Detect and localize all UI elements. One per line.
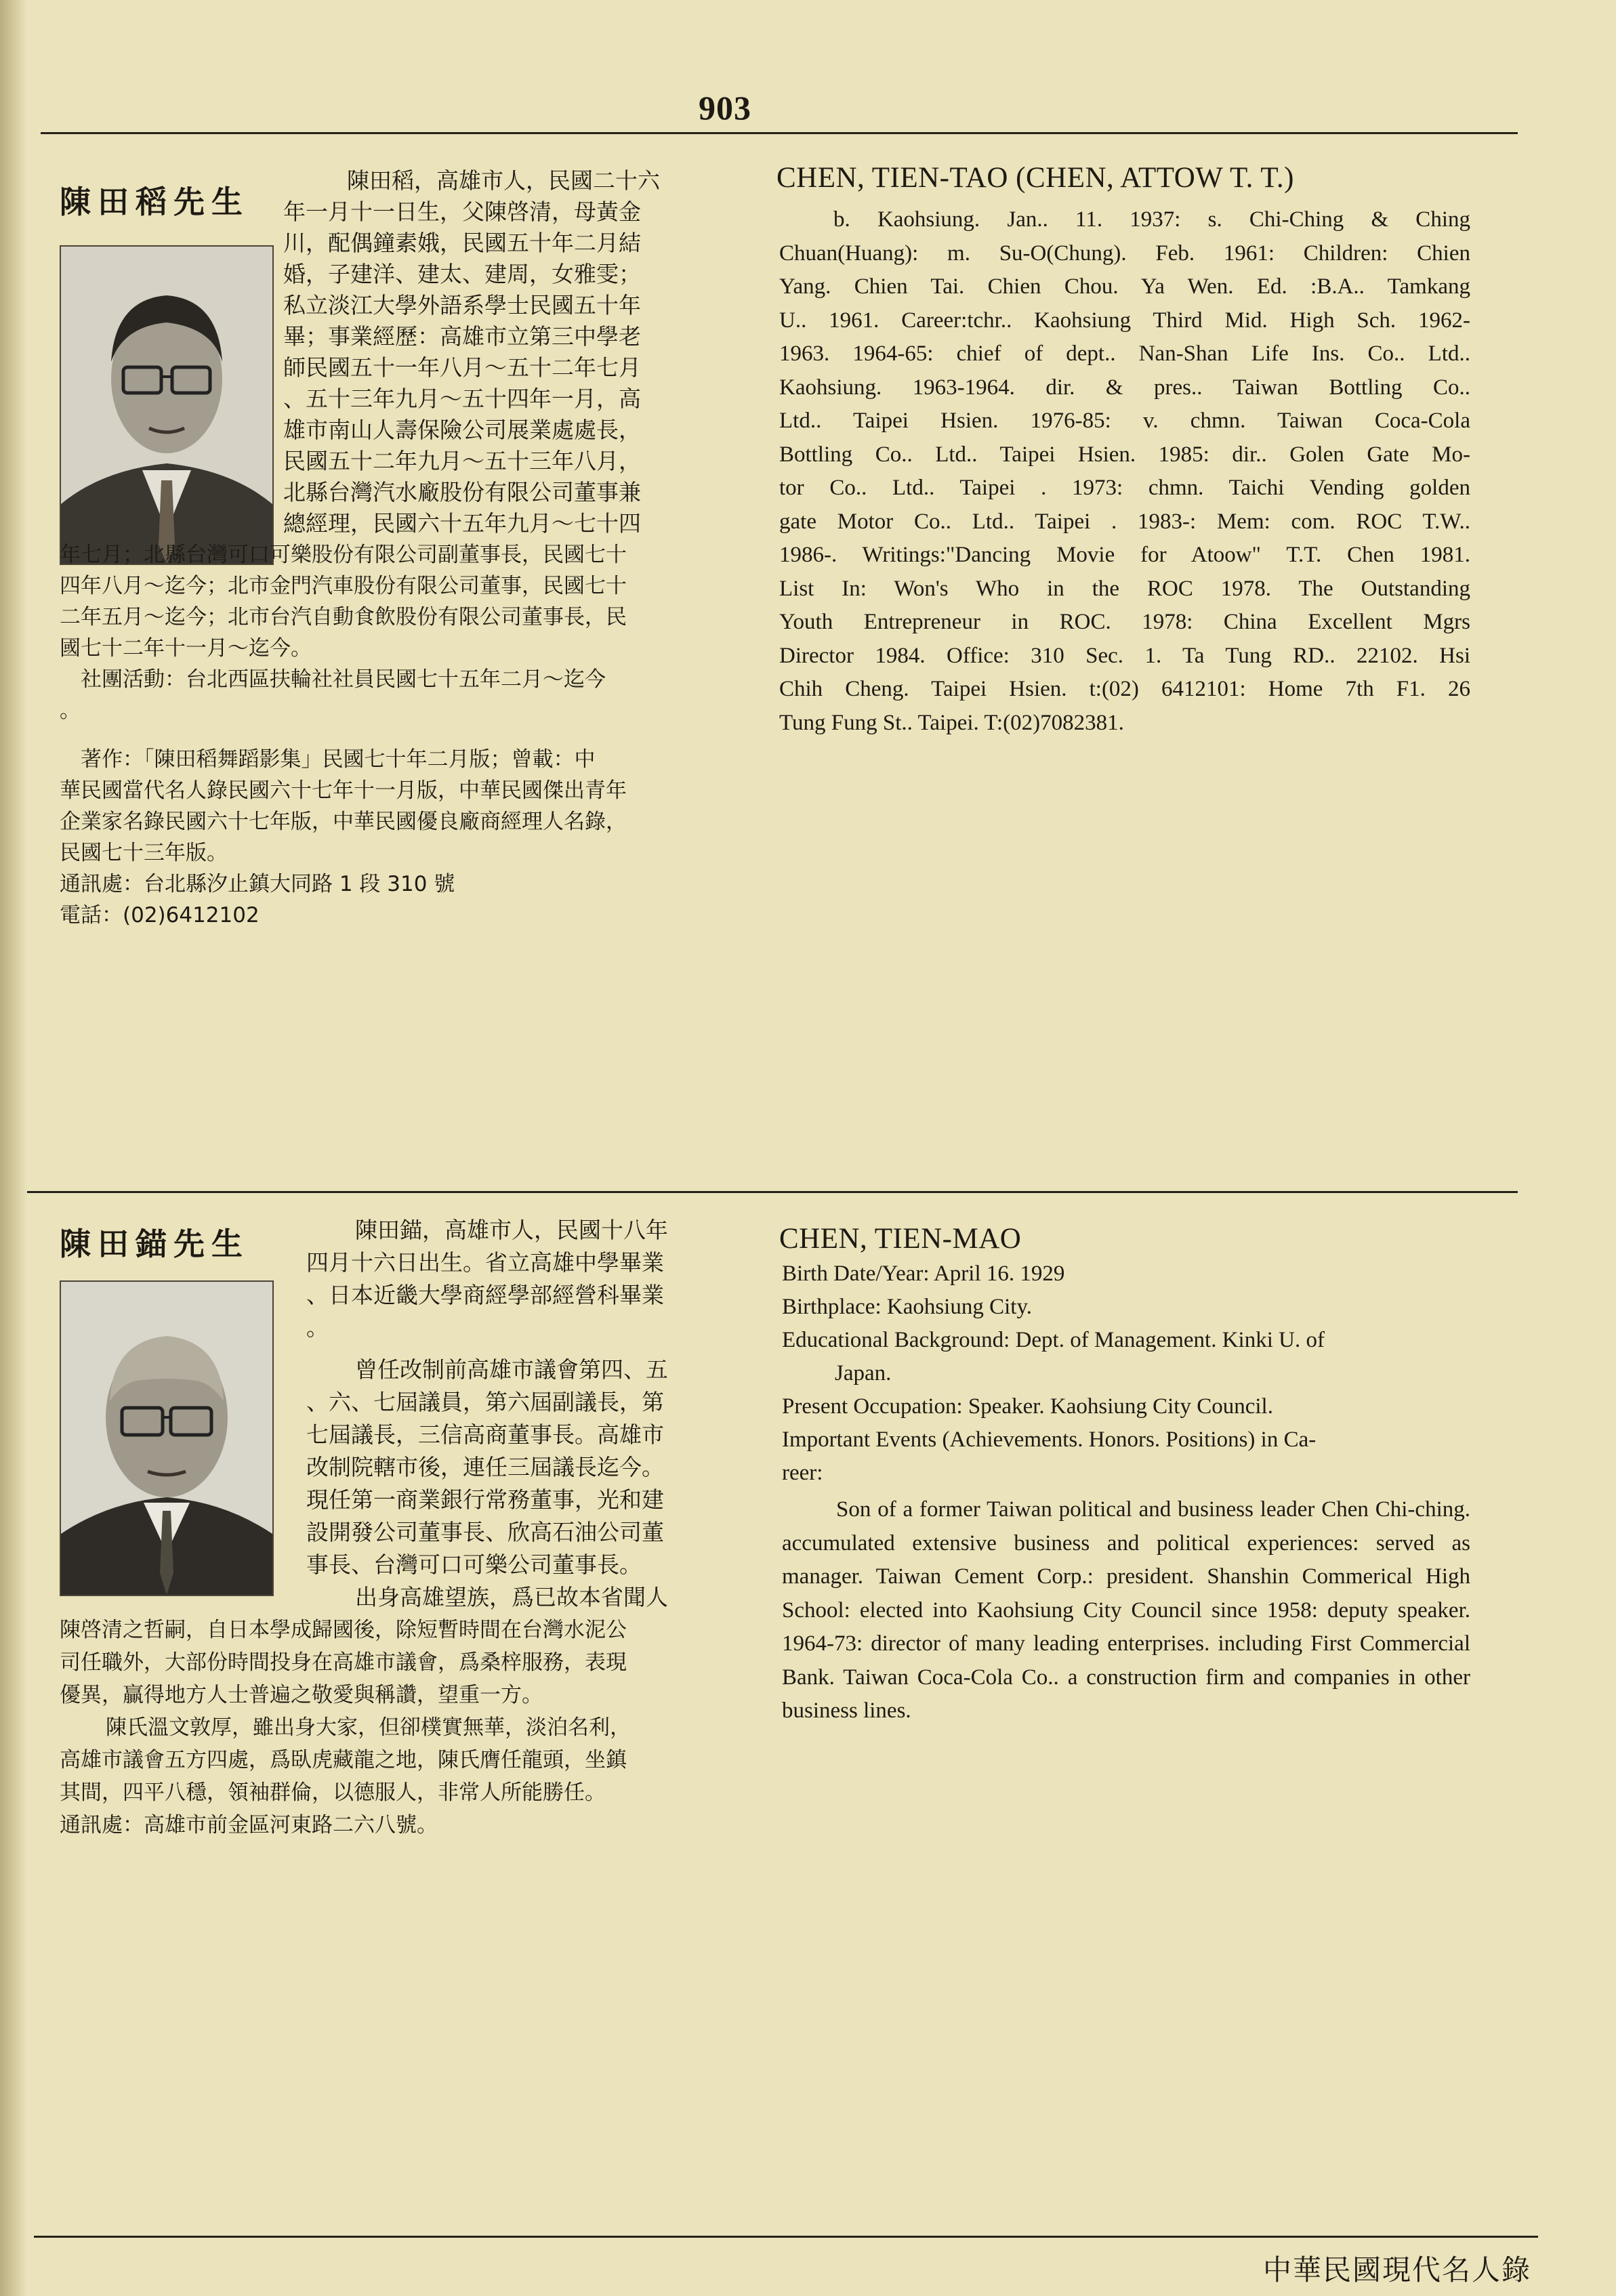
en2-field-line: Birth Date/Year: April 16. 1929 — [782, 1261, 1065, 1286]
cn1-line: 社團活動：台北西區扶輪社社員民國七十五年二月～迄今 — [60, 667, 606, 692]
en1-line: U.. 1961. Career:tchr.. Kaohsiung Third Mid. High Sch. 1962- — [779, 308, 1470, 333]
cn1-line: 電話：(02)6412102 — [60, 903, 260, 927]
cn2-line: 。 — [306, 1314, 329, 1341]
en1-line: gate Motor Co.. Ltd.. Taipei . 1983-: Mem: com. ROC T.W.. — [779, 509, 1470, 534]
page-gutter-shadow — [0, 0, 27, 2296]
cn1-line: 畢；事業經歷：高雄市立第三中學老 — [283, 323, 641, 350]
cn1-line: 私立淡江大學外語系學士民國五十年 — [283, 292, 641, 318]
en1-line: Ltd.. Taipei Hsien. 1976-85: v. chmn. Taiwan Coca-Cola — [779, 409, 1470, 433]
cn1-line: 婚，子建洋、建太、建周，女雅雯； — [283, 261, 641, 287]
cn1-line: 、五十三年九月～五十四年一月，高 — [283, 385, 641, 412]
cn1-line: 華民國當代名人錄民國六十七年十一月版，中華民國傑出青年 — [60, 778, 627, 803]
cn2-line: 七屆議長，三信高商董事長。高雄市 — [306, 1421, 664, 1448]
en2-field-line: Educational Background: Dept. of Management. Kinki U. of — [782, 1328, 1325, 1352]
bottom-rule — [34, 2236, 1538, 2238]
en2-field-line: Important Events (Achievements. Honors. Positions) in Ca- — [782, 1427, 1317, 1452]
cn1-line: 年一月十一日生，父陳啓清，母黃金 — [283, 199, 641, 225]
entry-1-chinese-biography — [60, 165, 660, 931]
en1-line: Youth Entrepreneur in ROC. 1978: China Excellent Mgrs — [779, 610, 1470, 634]
cn2-line: 陳啓清之哲嗣，自日本學成歸國後，除短暫時間在台灣水泥公 — [60, 1618, 627, 1642]
en2-field-line: Present Occupation: Speaker. Kaohsiung City Council. — [782, 1394, 1273, 1419]
en1-line: 1986-. Writings:"Dancing Movie for Atoow" T.T. Chen 1981. — [779, 543, 1470, 567]
cn1-line: 著作：「陳田稻舞蹈影集」民國七十年二月版；曾載：中 — [60, 747, 596, 772]
cn2-line: 四月十六日出生。省立高雄中學畢業 — [306, 1249, 664, 1276]
cn1-line: 北縣台灣汽水廠股份有限公司董事兼 — [283, 479, 641, 505]
entry-2-english-biography — [782, 1493, 1470, 1728]
cn2-line: 陳田錨，高雄市人，民國十八年 — [355, 1217, 668, 1243]
en1-line: tor Co.. Ltd.. Taipei . 1973: chmn. Taichi Vending golden — [779, 476, 1470, 500]
en1-line: Yang. Chien Tai. Chien Chou. Ya Wen. Ed. :B.A.. Tamkang — [779, 274, 1470, 299]
cn2-line: 出身高雄望族，爲已故本省聞人 — [355, 1584, 668, 1610]
cn1-line: 陳田稻，高雄市人，民國二十六 — [347, 167, 660, 194]
cn2-line: 改制院轄市後，連任三屆議長迄今。 — [306, 1454, 664, 1480]
cn2-line: 、日本近畿大學商經學部經營科畢業 — [306, 1282, 664, 1308]
cn1-line: 四年八月～迄今；北市金門汽車股份有限公司董事，民國七十 — [60, 574, 627, 598]
entry-1-english-biography — [779, 203, 1470, 740]
cn2-line: 其間，四平八穩，領袖群倫，以德服人，非常人所能勝任。 — [60, 1780, 606, 1805]
en1-line: Chih Cheng. Taipei Hsien. t:(02) 6412101: Home 7th F1. 26 — [779, 677, 1470, 701]
cn2-line: 事長、台灣可口可樂公司董事長。 — [306, 1551, 642, 1578]
entry-1-chinese-name: 陳田稻先生 — [60, 184, 249, 220]
cn2-line: 司任職外，大部份時間投身在高雄市議會，爲桑梓服務，表現 — [60, 1650, 627, 1675]
cn1-line: 國七十二年十一月～迄今。 — [60, 636, 312, 661]
entry-2-english-fields — [782, 1257, 1473, 1490]
entry-2-chinese-biography — [60, 1214, 668, 1841]
en1-line: Chuan(Huang): m. Su-O(Chung). Feb. 1961: Children: Chien — [779, 241, 1470, 266]
en1-line: List In: Won's Who in the ROC 1978. The Outstanding — [779, 576, 1470, 601]
cn1-line: 二年五月～迄今；北市台汽自動食飲股份有限公司董事長，民 — [60, 605, 627, 629]
en1-line: Tung Fung St.. Taipei. T:(02)7082381. — [779, 710, 1124, 735]
en1-line: 1963. 1964-65: chief of dept.. Nan-Shan Life Ins. Co.. Ltd.. — [779, 341, 1470, 366]
cn1-line: 川，配偶鐘素娥，民國五十年二月結 — [283, 230, 641, 256]
cn2-line: 曾任改制前高雄市議會第四、五 — [355, 1356, 668, 1383]
en1-line: Director 1984. Office: 310 Sec. 1. Ta Tung RD.. 22102. Hsi — [779, 643, 1470, 668]
cn1-line: 總經理，民國六十五年九月～七十四 — [283, 510, 641, 537]
page-number: 903 — [699, 89, 751, 127]
top-rule — [41, 132, 1518, 134]
cn2-line: 優異，贏得地方人士普遍之敬愛與稱讚，望重一方。 — [60, 1683, 543, 1707]
en1-line: Bottling Co.. Ltd.. Taipei Hsien. 1985: dir.. Golen Gate Mo- — [779, 442, 1470, 467]
cn1-line: 年七月；北縣台灣可口可樂股份有限公司副董事長，民國七十 — [60, 543, 627, 567]
cn2-line: 通訊處：高雄市前金區河東路二六八號。 — [60, 1813, 438, 1837]
cn1-line: 雄市南山人壽保險公司展業處處長， — [283, 417, 641, 443]
cn1-line: 師民國五十一年八月～五十二年七月 — [283, 354, 641, 381]
entry-2-english-name: CHEN, TIEN-MAO — [779, 1223, 1022, 1255]
entry-1-english-name: CHEN, TIEN-TAO (CHEN, ATTOW T. T.) — [776, 162, 1294, 194]
footer-book-title: 中華民國現代名人錄 — [1262, 2255, 1531, 2287]
en2-field-line: Birthplace: Kaohsiung City. — [782, 1295, 1033, 1319]
cn2-line: 現任第一商業銀行常務董事，光和建 — [306, 1486, 664, 1513]
cn1-line: 民國七十三年版。 — [60, 841, 228, 865]
en1-line: b. Kaohsiung. Jan.. 11. 1937: s. Chi-Ching & Ching — [833, 207, 1470, 232]
cn1-line: 通訊處：台北縣汐止鎮大同路 1 段 310 號 — [60, 872, 455, 896]
cn1-line: 。 — [60, 698, 81, 723]
cn2-line: 、六、七屆議員，第六屆副議長，第 — [306, 1389, 664, 1415]
cn2-line: 高雄市議會五方四處，爲臥虎藏龍之地，陳氏膺任龍頭，坐鎮 — [60, 1748, 627, 1772]
en2-field-line: Japan. — [835, 1361, 892, 1385]
cn2-line: 陳氏溫文敦厚，雖出身大家，但卻樸實無華，淡泊名利， — [106, 1715, 631, 1740]
en1-line: Kaohsiung. 1963-1964. dir. & pres.. Taiwan Bottling Co.. — [779, 375, 1470, 400]
en2-field-line: reer: — [782, 1461, 823, 1485]
entry-divider-rule — [27, 1191, 1518, 1193]
en2-paragraph: Son of a former Taiwan political and business leader Chen Chi-ching. accumulated extensive business and political experiences: served as manager. Taiwan Cement Corp.: president. Shanshin Commerical High School: elected into Kaohsiung City Council since 1958: deputy speaker. 1964-73: director of many leading enterprises. including First Commercial Bank. Taiwan Coca-Cola Co.. a construction firm and companies in other business lines. — [782, 1497, 1470, 1723]
cn1-line: 企業家名錄民國六十七年版，中華民國優良廠商經理人名錄， — [60, 810, 627, 834]
cn1-line: 民國五十二年九月～五十三年八月， — [283, 448, 641, 474]
entry-2-chinese-name: 陳田錨先生 — [60, 1226, 249, 1262]
cn2-line: 設開發公司董事長、欣高石油公司董 — [306, 1519, 664, 1545]
